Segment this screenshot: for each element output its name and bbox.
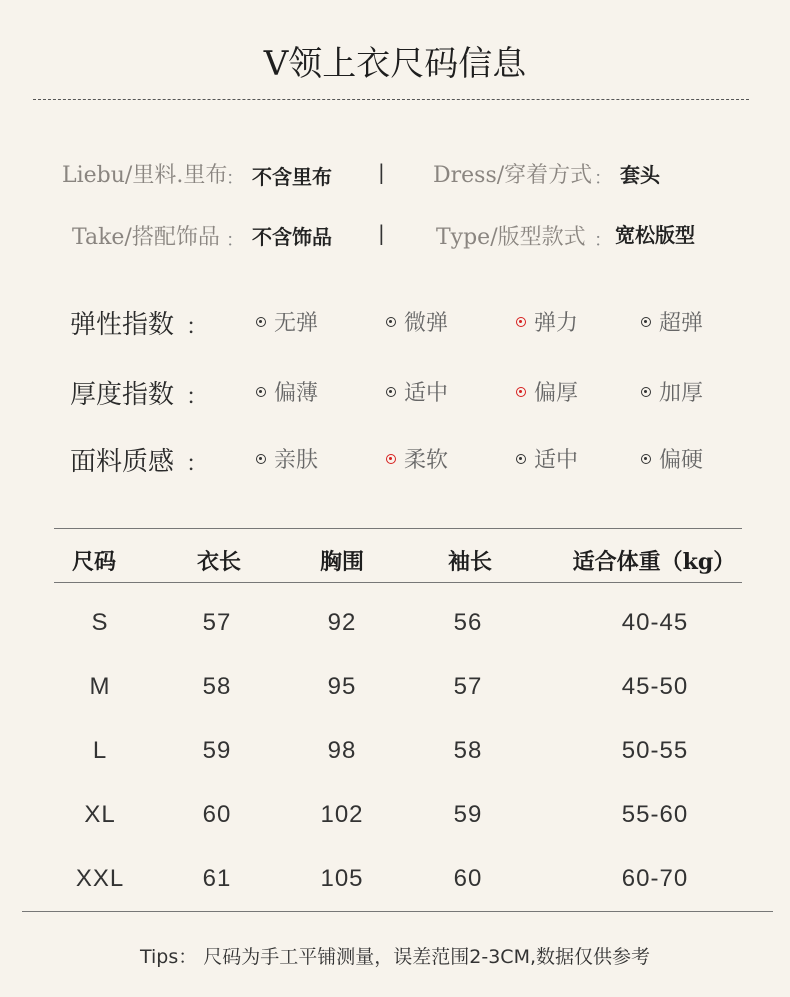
table-cell: 105 [320, 865, 364, 892]
radio-icon [386, 387, 396, 397]
table-cell: 102 [320, 801, 364, 828]
table-cell: 60 [202, 801, 232, 828]
page-title: V领上衣尺码信息 [263, 44, 527, 84]
spec-accessory-value: 不含饰品 [252, 225, 332, 249]
table-cell: 59 [202, 737, 232, 764]
spec-accessory-label: Take/搭配饰品 [72, 225, 220, 250]
table-header-cell: 袖长 [447, 549, 492, 575]
attr-elasticity-label: 弹性指数 [70, 310, 175, 340]
table-cell: 57 [202, 609, 232, 636]
attr-elasticity-option [386, 306, 448, 337]
measurement-tips: Tips： 尺码为手工平铺测量，误差范围2-3CM,数据仅供参考 [139, 946, 651, 968]
table-cell: 58 [202, 673, 232, 700]
spec-wear-label: Dress/穿着方式 [433, 163, 593, 188]
option-label: 适中 [404, 381, 449, 406]
spec-lining-colon: ： [226, 168, 244, 189]
attr-thickness-label: 厚度指数 [70, 380, 175, 410]
table-header-cell: 衣长 [196, 549, 241, 575]
option-label: 微弹 [404, 311, 449, 336]
attr-thickness-colon: ： [186, 385, 209, 410]
option-label: 适中 [534, 448, 579, 473]
table-cell: 98 [327, 737, 357, 764]
spec-type-value: 宽松版型 [615, 223, 695, 247]
spec-accessory-colon: ： [226, 230, 244, 251]
table-cell: S [91, 609, 109, 636]
table-cell: 58 [453, 737, 483, 764]
spec-separator: | [378, 160, 385, 184]
attr-texture-option [386, 443, 448, 474]
table-header-cell: 尺码 [71, 549, 116, 575]
table-cell: 50-55 [621, 737, 689, 764]
table-bottom-rule [22, 911, 773, 912]
radio-icon [256, 317, 266, 327]
spec-lining-label: Liebu/里料.里布 [62, 163, 228, 188]
table-cell: 60-70 [621, 865, 689, 892]
table-cell: M [89, 673, 111, 700]
table-cell: 45-50 [621, 673, 689, 700]
spec-wear-colon: ： [594, 168, 612, 189]
attr-elasticity-option [641, 306, 703, 337]
table-cell: 56 [453, 609, 483, 636]
option-label: 偏薄 [274, 381, 319, 406]
radio-icon [516, 454, 526, 464]
radio-selected-icon [516, 317, 526, 327]
option-label: 无弹 [274, 311, 319, 336]
table-cell: 60 [453, 865, 483, 892]
option-label: 加厚 [659, 381, 704, 406]
spec-wear-value: 套头 [620, 163, 660, 187]
option-label: 柔软 [404, 448, 449, 473]
table-header-cell: 适合体重（kg） [572, 549, 736, 575]
attr-texture-label: 面料质感 [70, 447, 175, 477]
radio-icon [641, 317, 651, 327]
option-label: 偏硬 [659, 448, 704, 473]
table-cell: L [92, 737, 108, 764]
table-header-cell: 胸围 [319, 549, 364, 575]
spec-lining-value: 不含里布 [252, 165, 332, 189]
radio-icon [386, 317, 396, 327]
attr-texture-option [256, 443, 318, 474]
radio-icon [641, 387, 651, 397]
table-cell: 40-45 [621, 609, 689, 636]
table-cell: XXL [75, 865, 125, 892]
attr-texture-colon: ： [186, 452, 209, 477]
attr-texture-option [641, 443, 703, 474]
table-cell: 92 [327, 609, 357, 636]
attr-elasticity-option [516, 306, 578, 337]
attr-thickness-option [641, 376, 703, 407]
attr-elasticity-colon: ： [186, 315, 209, 340]
radio-selected-icon [516, 387, 526, 397]
table-cell: 55-60 [621, 801, 689, 828]
table-cell: 61 [202, 865, 232, 892]
table-header-rule [54, 582, 742, 583]
option-label: 亲肤 [274, 448, 319, 473]
radio-icon [641, 454, 651, 464]
attr-thickness-option [256, 376, 318, 407]
attr-thickness-option [386, 376, 448, 407]
table-top-rule [54, 528, 742, 529]
attr-elasticity-option [256, 306, 318, 337]
table-cell: 59 [453, 801, 483, 828]
option-label: 偏厚 [534, 381, 579, 406]
title-divider [33, 99, 749, 100]
table-cell: 95 [327, 673, 357, 700]
attr-thickness-option [516, 376, 578, 407]
spec-separator: | [378, 221, 385, 245]
spec-type-label: Type/版型款式 [436, 225, 586, 250]
option-label: 弹力 [534, 311, 579, 336]
table-cell: 57 [453, 673, 483, 700]
radio-selected-icon [386, 454, 396, 464]
radio-icon [256, 387, 266, 397]
table-cell: XL [84, 801, 116, 828]
option-label: 超弹 [659, 311, 704, 336]
spec-type-colon: ： [594, 230, 612, 251]
radio-icon [256, 454, 266, 464]
attr-texture-option [516, 443, 578, 474]
